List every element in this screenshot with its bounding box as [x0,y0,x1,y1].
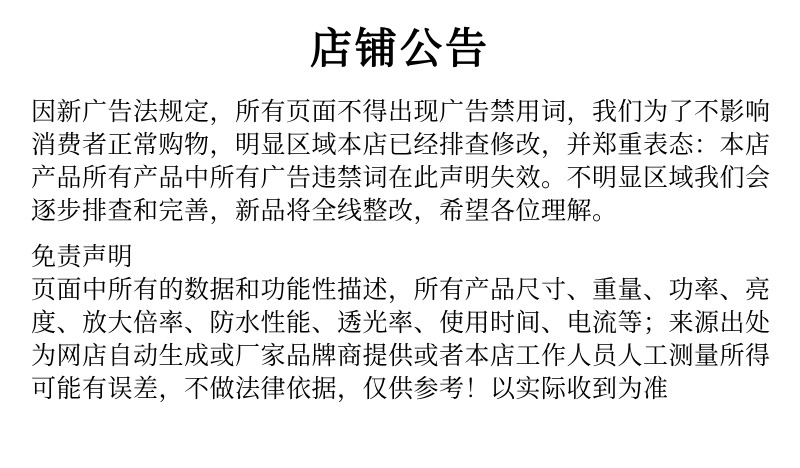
disclaimer-paragraph [31,241,769,406]
disclaimer-line-1: 页面中所有的数据和功能性描述，所有产品尺寸、重量、功率、亮 [31,276,771,304]
store-notice-page [0,22,800,468]
disclaimer-line-2: 度、放大倍率、防水性能、透光率、使用时间、电流等；来源出处 [31,309,771,337]
disclaimer-line-4: 可能有误差，不做法律依据，仅供参考！以实际收到为准 [31,375,669,403]
announcement-line-1: 因新广告法规定，所有页面不得出现广告禁用词，我们为了不影响 [31,98,771,126]
announcement-line-3: 产品所有产品中所有广告违禁词在此声明失效。不明显区域我们会 [31,164,771,192]
announcement-line-4: 逐步排查和完善，新品将全线整改，希望各位理解。 [31,197,618,225]
disclaimer-heading: 免责声明 [31,243,134,271]
announcement-line-2: 消费者正常购物，明显区域本店已经排查修改，并郑重表态：本店 [31,131,771,159]
page-title: 店铺公告 [309,25,490,72]
disclaimer-line-3: 为网店自动生成或厂家品牌商提供或者本店工作人员人工测量所得 [31,342,771,370]
announcement-paragraph [31,96,769,228]
